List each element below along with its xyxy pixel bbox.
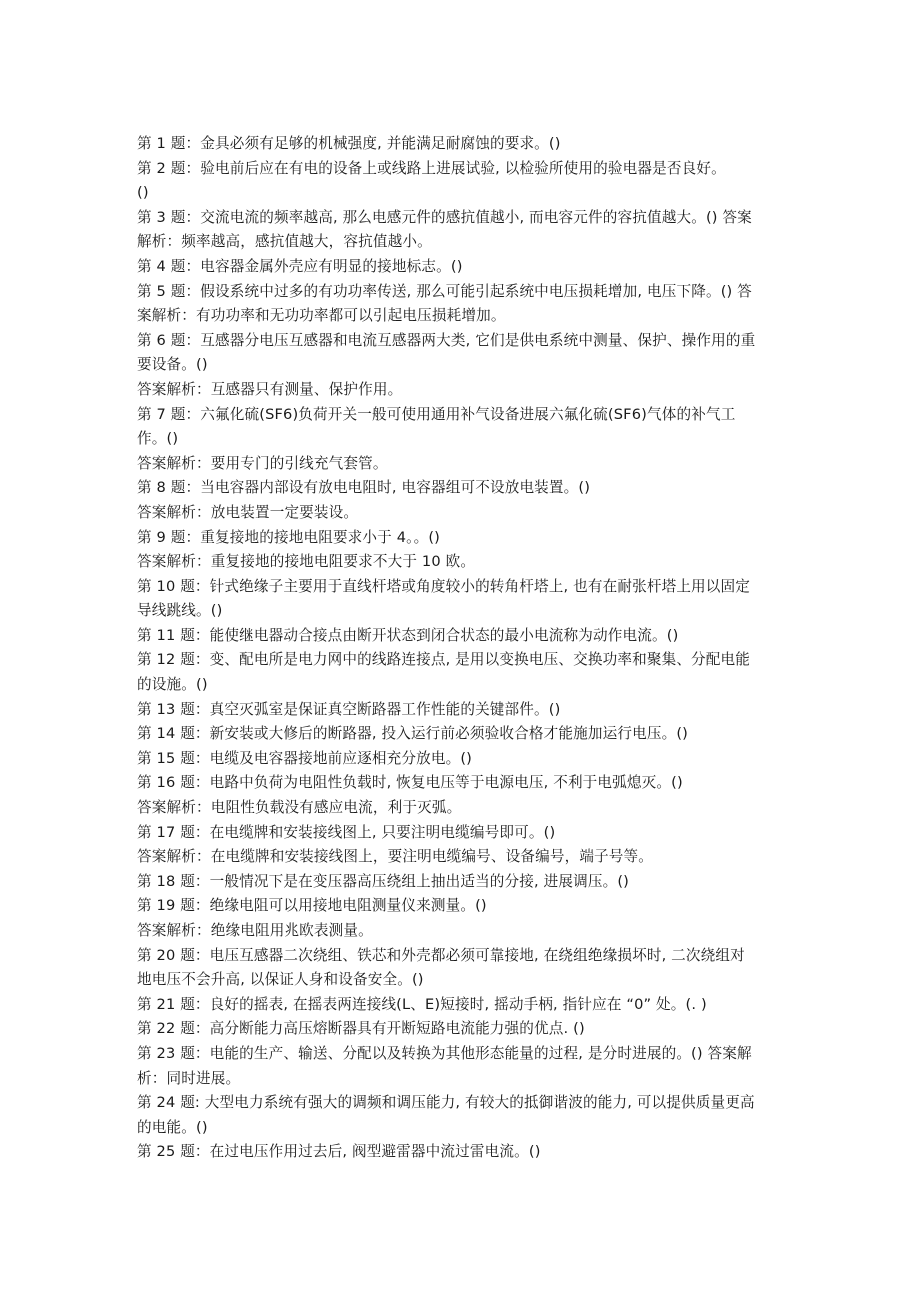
answer-17: 答案解析：在电缆牌和安装接线图上，要注明电缆编号、设备编号，端子号等。 (137, 848, 654, 866)
answer-5: 案解析：有功功率和无功功率都可以引起电压损耗增加。 (137, 307, 506, 325)
answer-23: 析：同时进展。 (137, 1069, 241, 1087)
question-12: 第 12 题：变、配电所是电力网中的线路连接点, 是用以变换电压、交换功率和聚集、分配电能 (137, 651, 751, 669)
question-23: 第 23 题：电能的生产、输送、分配以及转换为其他形态能量的过程, 是分时进展的。() 答案解 (137, 1044, 752, 1062)
question-11: 第 11 题：能使继电器动合接点由断开状态到闭合状态的最小电流称为动作电流。() (137, 626, 679, 644)
question-16: 第 16 题：电路中负荷为电阻性负载时, 恢复电压等于电源电压, 不利于电弧熄灭。() (137, 774, 683, 792)
question-5: 第 5 题：假设系统中过多的有功功率传送, 那么可能引起系统中电压损耗增加, 电压下降。() 答 (137, 282, 752, 300)
answer-16: 答案解析：电阻性负载没有感应电流，利于灭弧。 (137, 799, 462, 817)
question-6: 第 6 题：互感器分电压互感器和电流互感器两大类, 它们是供电系统中测量、保护、操作用的重 (137, 331, 756, 349)
question-13: 第 13 题：真空灭弧室是保证真空断路器工作性能的关键部件。() (137, 700, 561, 718)
answer-8: 答案解析：放电装置一定要装设。 (137, 503, 359, 521)
answer-6: 答案解析：互感器只有测量、保护作用。 (137, 380, 403, 398)
answer-7: 答案解析：要用专门的引线充气套管。 (137, 454, 388, 472)
question-1: 第 1 题：金具必须有足够的机械强度, 并能满足耐腐蚀的要求。() (137, 135, 561, 152)
question-21: 第 21 题：良好的摇表, 在摇表两连接线(L、E)短接时, 摇动手柄, 指针应在 “0” 处。(. ) (137, 995, 707, 1013)
question-6-cont: 要设备。() (137, 356, 208, 374)
question-8: 第 8 题：当电容器内部设有放电电阻时, 电容器组可不设放电装置。() (137, 479, 591, 497)
question-22: 第 22 题：高分断能力高压熔断器具有开断短路电流能力强的优点. () (137, 1020, 585, 1038)
question-18: 第 18 题：一般情况下是在变压器高压绕组上抽出适当的分接, 进展调压。() (137, 872, 630, 890)
question-14: 第 14 题：新安装或大修后的断路器, 投入运行前必须验收合格才能施加运行电压。() (137, 725, 689, 743)
question-7-cont: 作。() (137, 430, 179, 448)
question-24-cont: 的电能。() (137, 1118, 208, 1136)
question-4: 第 4 题：电容器金属外壳应有明显的接地标志。() (137, 257, 463, 275)
question-15: 第 15 题：电缆及电容器接地前应逐相充分放电。() (137, 749, 473, 767)
question-20-cont: 地电压不会升高, 以保证人身和设备安全。() (137, 971, 424, 989)
question-10: 第 10 题：针式绝缘子主要用于直线杆塔或角度较小的转角杆塔上, 也有在耐张杆塔上用以固定 (137, 577, 751, 595)
answer-3: 解析：频率越高，感抗值越大，容抗值越小。 (137, 233, 432, 251)
question-20: 第 20 题：电压互感器二次绕组、铁芯和外壳都必须可靠接地, 在绕组绝缘损坏时, 二次绕组对 (137, 946, 745, 964)
document-body (137, 132, 787, 1165)
question-2-cont: () (137, 184, 149, 202)
question-2: 第 2 题：验电前后应在有电的设备上或线路上进展试验, 以检验所使用的验电器是否良好。 (137, 159, 726, 177)
question-17: 第 17 题：在电缆牌和安装接线图上, 只要注明电缆编号即可。() (137, 823, 556, 841)
question-19: 第 19 题：绝缘电阻可以用接地电阻测量仪来测量。() (137, 897, 487, 915)
question-12-cont: 的设施。() (137, 676, 208, 694)
answer-19: 答案解析：绝缘电阻用兆欧表测量。 (137, 922, 373, 939)
answer-9: 答案解析：重复接地的接地电阻要求不大于 10 欧。 (137, 553, 476, 571)
question-9: 第 9 题：重复接地的接地电阻要求小于 4。。() (137, 528, 441, 546)
question-24: 第 24 题: 大型电力系统有强大的调频和调压能力, 有较大的抵御谐波的能力, 可以提供质量更高 (137, 1094, 755, 1112)
question-10-cont: 导线跳线。() (137, 602, 223, 620)
question-7: 第 7 题：六氟化硫(SF6)负荷开关一般可使用通用补气设备进展六氟化硫(SF6)气体的补气工 (137, 405, 736, 423)
question-25: 第 25 题：在过电压作用过去后, 阀型避雷器中流过雷电流。() (137, 1143, 541, 1161)
question-3: 第 3 题：交流电流的频率越高, 那么电感元件的感抗值越小, 而电容元件的容抗值越大。() 答案 (137, 208, 752, 226)
